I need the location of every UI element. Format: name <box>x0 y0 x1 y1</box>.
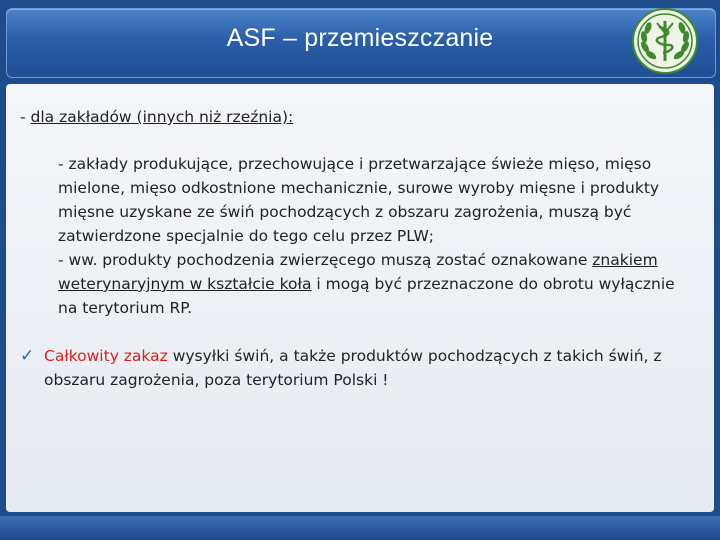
paragraph-part2-end: i mogą być przeznaczone do obrotu wyłącznie na terytorium RP. <box>58 275 675 317</box>
slide-title: ASF – przemieszczanie <box>226 24 494 52</box>
paragraph-part1: - zakłady produkujące, przechowujące i przetwarzające świeże mięso, mięso mielone, mięso odkostnione mechanicznie, surowe wyroby mięsne i produkty mięsne uzyskane ze świń pochodzących z obszaru zagrożenia, muszą być zatwierdzone specjalnie do tego celu przez PLW; <box>58 155 660 245</box>
paragraph-part2-underlined: znakiem weterynaryjnym w kształcie koła <box>58 251 658 293</box>
intro-line <box>20 108 293 126</box>
checkmark-icon: ✓ <box>20 346 35 366</box>
paragraph-part2-start: - ww. produkty pochodzenia zwierzęcego muszą zostać oznakowane <box>58 251 593 269</box>
bullet-text <box>20 344 700 392</box>
main-paragraph <box>58 152 694 320</box>
check-bullet <box>20 344 700 392</box>
veterinary-emblem-icon <box>631 7 699 75</box>
intro-underlined-text: dla zakładów (innych niż rzeźnia): <box>30 108 294 126</box>
footer-bar <box>0 516 720 540</box>
bullet-rest-text: wysyłki świń, a także produktów pochodzących z takich świń, z obszaru zagrożenia, poza terytorium Polski ! <box>44 347 662 389</box>
intro-dash: - <box>20 108 31 126</box>
bullet-red-text: Całkowity zakaz <box>44 347 168 365</box>
